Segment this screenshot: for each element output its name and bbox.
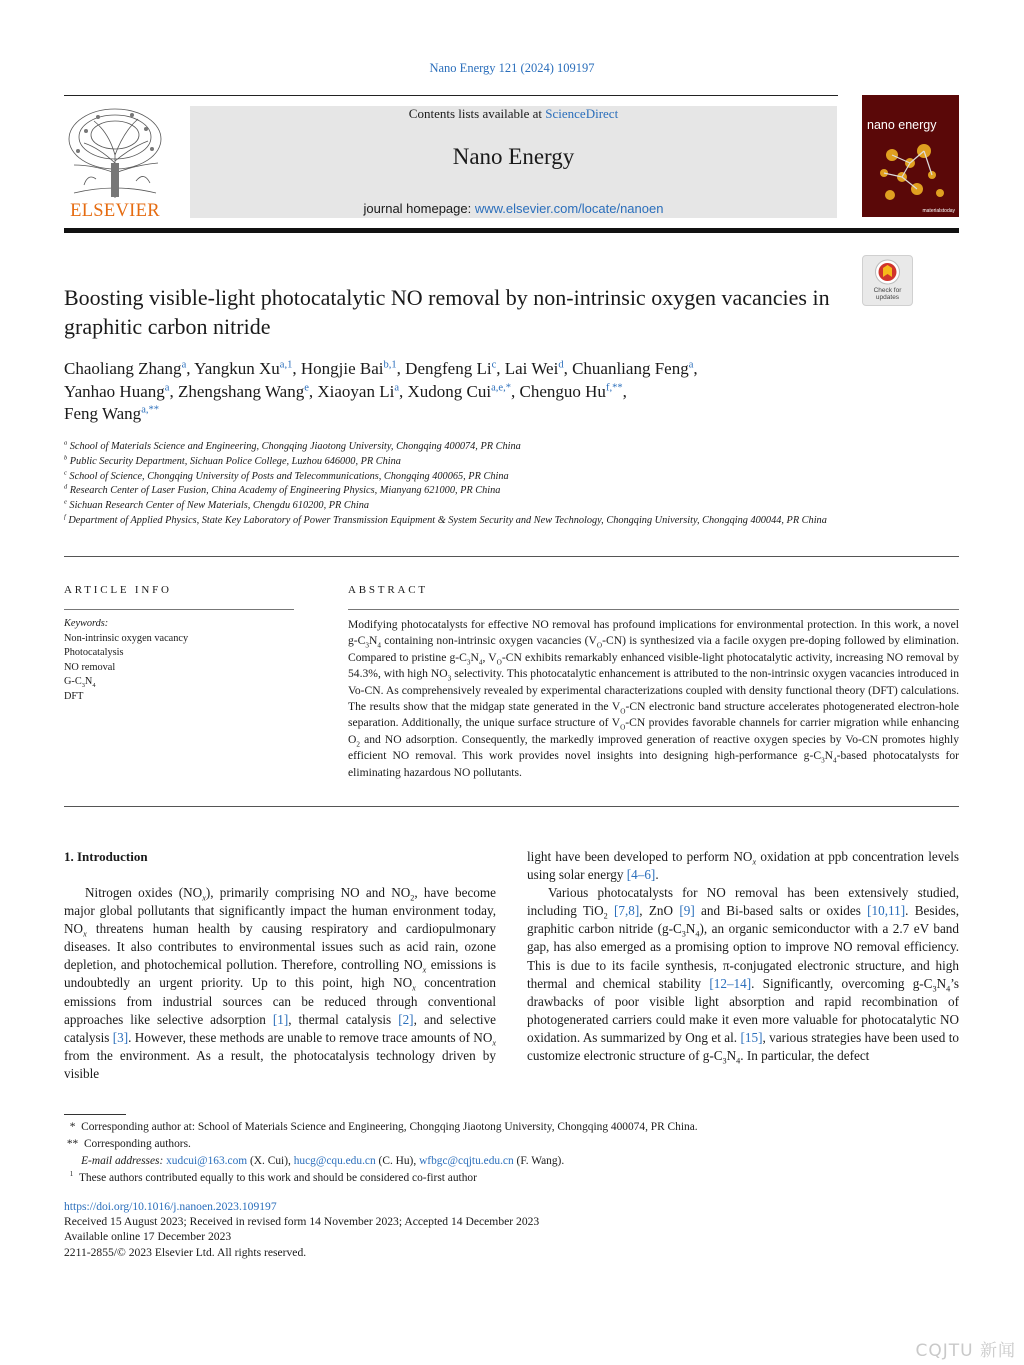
keywords-block xyxy=(64,617,188,705)
abstract-rule xyxy=(348,609,959,610)
footnote: $^1$ These authors contributed equally to this work and should be considered co-first author xyxy=(69,1170,477,1184)
header-thick-rule xyxy=(64,228,959,233)
article-info-rule xyxy=(64,609,294,610)
author[interactable]: Yangkun Xu$^{a,1}$ xyxy=(194,359,293,378)
footnote: ** Corresponding authors. xyxy=(66,1138,191,1150)
journal-cover-thumbnail[interactable] xyxy=(862,95,959,217)
watermark: CQJTU 新闻 xyxy=(915,1341,1016,1361)
footnote: * Corresponding author at: School of Materials Science and Engineering, Chongqing Jiaotong University, Chongqing 400074, PR China. xyxy=(69,1121,698,1133)
abstract-text: Modifying photocatalysts for effective NO removal has profound implications for environmental protection. In this work, a novel $g-C_3N_4$ containing non-intrinsic oxygen vacancies $(V_O-CN)$ is synthesized via a facile oxygen pre-doping followed by elimination. Compared to pristine $g-C_3N_4$, $V_O-CN$ exhibits remarkably enhanced visible-light photocatalytic activity, increasing NO removal by 54.3%, with high $NO_3$ selectivity. This photocatalytic enhancement is attributed to the non-intrinsic oxygen vacancies introduced in Vo-CN. As comprehensively revealed by experimental characterizations coupled with density functional theory (DFT) calculations. The results show that the midgap state generated in the $V_O-CN$ electronic band structure accelerates photogenerated electron-hole separation. Additionally, the unique surface structure of $V_O-CN$ provides favorable channels for carrier migration while enhancing $O_2$ and NO adsorption. Consequently, the markedly improved generation of reactive oxygen species by Vo-CN promotes highly efficient NO removal. This work provides novel insights into designing high-performance $g-C_3N_4$-based photocatalysts for eliminating hazardous NO pollutants. xyxy=(348,618,959,779)
affiliation: $^a$ School of Materials Science and Engineering, Chongqing Jiaotong University, Chongqing 400074, PR China xyxy=(64,439,521,452)
citation-link[interactable]: [1] xyxy=(272,1011,289,1027)
email-link[interactable]: wfbgc@cqjtu.edu.cn xyxy=(419,1155,514,1167)
check-for-updates-label: Check for updates xyxy=(873,287,902,301)
affiliation: $^e$ Sichuan Research Center of New Materials, Chengdu 610200, PR China xyxy=(64,498,370,512)
keyword: $G-C_3N_4$ xyxy=(64,676,96,690)
elsevier-wordmark: ELSEVIER xyxy=(70,201,160,221)
body-column-right xyxy=(527,848,959,1065)
contents-line xyxy=(190,106,837,122)
homepage-link[interactable]: www.elsevier.com/locate/nanoen xyxy=(474,201,664,216)
paragraph: Nitrogen oxides $(NO_x)$, primarily comprising NO and $NO_2$, have become major global pollutants that significantly impact the human environment today, $NO_x$ threatens human health by causing respiratory and cardiopulmonary diseases. It also contributes to environmental issues such as acid rain, ozone depletion, and photochemical pollution. Therefore, controlling $NO_x$ emissions is undoubtedly an urgent priority. Up to this point, high $NO_x$ concentration emissions from industrial sources can be reduced through conventional approaches like selective adsorption [1], thermal catalysis [2], and selective catalysis [3]. However, these methods are unable to remove trace amounts of $NO_x$ from the environment. As a result, the photocatalysis technology driven by visible xyxy=(64,885,497,1081)
citation-link[interactable]: [7,8] xyxy=(614,903,640,919)
available-online: Available online 17 December 2023 xyxy=(64,1230,232,1244)
abstract-heading: ABSTRACT xyxy=(348,584,428,596)
body-column-left xyxy=(64,884,496,1083)
journal-banner xyxy=(190,106,837,218)
affiliation: $^c$ School of Science, Chongqing University of Posts and Telecommunications, Chongqing 400065, PR China xyxy=(64,469,509,482)
paragraph: light have been developed to perform $NO_x$ oxidation at ppb concentration levels using solar energy [4–6]. xyxy=(527,849,960,883)
journal-name: Nano Energy xyxy=(452,144,575,169)
sciencedirect-link[interactable]: ScienceDirect xyxy=(545,106,619,121)
author[interactable]: Chenguo $Hu^{f,**}$ xyxy=(519,381,623,401)
article-title: Boosting visible-light photocatalytic NO removal by non-intrinsic oxygen vacancies in graphitic carbon nitride xyxy=(64,285,830,339)
keyword: Non-intrinsic oxygen vacancy xyxy=(64,632,189,644)
header-top-rule xyxy=(64,95,838,96)
author[interactable]: Xudong Cui$^{a,e,*}$ xyxy=(407,381,512,401)
journal-reference[interactable]: Nano Energy 121 (2024) 109197 xyxy=(429,61,595,75)
email-link[interactable]: hucg@cqu.edu.cn xyxy=(293,1155,376,1167)
footnote-emails: E-mail addresses: xudcui@163.com (X. Cui), hucg@cqu.edu.cn (C. Hu), wfbgc@cqjtu.edu.cn (F. Wang). xyxy=(81,1155,565,1167)
author[interactable]: Yanhao Huang$^a$ xyxy=(64,381,170,401)
footnote-rule xyxy=(64,1114,126,1115)
section-divider xyxy=(64,806,959,807)
homepage-line xyxy=(190,201,837,216)
author[interactable]: Zhengshang Wang$^e$ xyxy=(177,381,309,401)
section-heading-introduction: 1. Introduction xyxy=(64,849,148,864)
cover-title: nano energy xyxy=(867,118,937,132)
author[interactable]: Dengfeng Li$^c$ xyxy=(405,359,497,378)
paragraph: Various photocatalysts for NO removal has been extensively studied, including TiO$_2$ [7,8], ZnO [9] and Bi-based salts or oxides [10,11]. Besides, graphitic carbon nitride $(g-C_3N_4)$, an organic semiconductor with a 2.7 eV band gap, has also emerged as a promising option to improve NO removal efficiency. This is due to its facile synthesis, π-conjugated electronic structure, and high thermal and chemical stability [12–14]. Significantly, overcoming $g-C_3N_4’s$ drawbacks of poor visible light absorption and rapid recombination of photogenerated carriers could make it even more valuable for photocatalytic NO oxidation. As summarized by Ong et al. [15], various strategies have been used to customize electronic structure of $g-C_3N_4$. In particular, the defect xyxy=(527,885,960,1066)
citation-link[interactable]: [12–14] xyxy=(709,975,752,991)
keyword: NO removal xyxy=(64,661,116,673)
citation-link[interactable]: [15] xyxy=(740,1029,763,1045)
article-info-heading: ARTICLE INFO xyxy=(64,584,172,596)
author[interactable]: Chuanliang Feng$^a$ xyxy=(572,359,694,378)
affiliation: $^d$ Research Center of Laser Fusion, China Academy of Engineering Physics, Mianyang 621000, PR China xyxy=(64,483,501,497)
citation-link[interactable]: [4–6] xyxy=(626,867,656,883)
keyword: Photocatalysis xyxy=(64,647,124,659)
cover-footer: materialstoday xyxy=(922,208,955,214)
footnotes xyxy=(64,1119,959,1187)
doi-link[interactable]: https://doi.org/10.1016/j.nanoen.2023.109197 xyxy=(64,1200,277,1213)
affiliation: $^f$ Department of Applied Physics, State Key Laboratory of Power Transmission Equipment & System Security and New Technology, Chongqing University, Chongqing 400044, PR China xyxy=(64,513,827,526)
keyword: DFT xyxy=(64,690,84,702)
received-dates: Received 15 August 2023; Received in revised form 14 November 2023; Accepted 14 December 2023 xyxy=(64,1215,540,1229)
citation-link[interactable]: [10,11] xyxy=(867,903,906,919)
affiliation-list xyxy=(64,440,924,529)
citation-link[interactable]: [3] xyxy=(112,1029,129,1045)
copyright: 2211-2855/© 2023 Elsevier Ltd. All rights reserved. xyxy=(64,1245,307,1259)
citation-link[interactable]: [2] xyxy=(398,1011,414,1027)
author-list: Chaoliang Zhang$^a$, Yangkun Xu$^{a,1}$, Hongjie Bai$^{b,1}$, Dengfeng Li$^c$, Lai Wei$^d$, Chuanliang Feng$^a$, Yanhao Huang$^a$, Zhengshang Wang$^e$, Xiaoyan Li$^a$, Xudong Cui$^{a,e,*}$, Chenguo $Hu^{f,**}$, Feng Wang$^{a,**}$ xyxy=(64,359,698,423)
homepage-prefix: journal homepage: xyxy=(363,201,475,216)
author[interactable]: Lai Wei$^d$ xyxy=(504,359,564,378)
keywords-label: Keywords: xyxy=(64,618,109,629)
section-divider xyxy=(64,556,959,557)
author[interactable]: Feng Wang$^{a,**}$ xyxy=(64,404,160,423)
author[interactable]: Chaoliang Zhang$^a$ xyxy=(64,359,187,378)
citation-link[interactable]: [9] xyxy=(679,903,695,919)
author[interactable]: Xiaoyan Li$^a$ xyxy=(317,381,400,401)
contents-prefix: Contents lists available at xyxy=(408,106,546,121)
affiliation: $^b$ Public Security Department, Sichuan Police College, Luzhou 646000, PR China xyxy=(64,454,401,467)
article-metadata xyxy=(64,1199,539,1260)
author[interactable]: Hongjie Bai$^{b,1}$ xyxy=(300,359,397,378)
check-for-updates-button[interactable] xyxy=(862,255,913,306)
email-link[interactable]: xudcui@163.com xyxy=(166,1155,248,1167)
